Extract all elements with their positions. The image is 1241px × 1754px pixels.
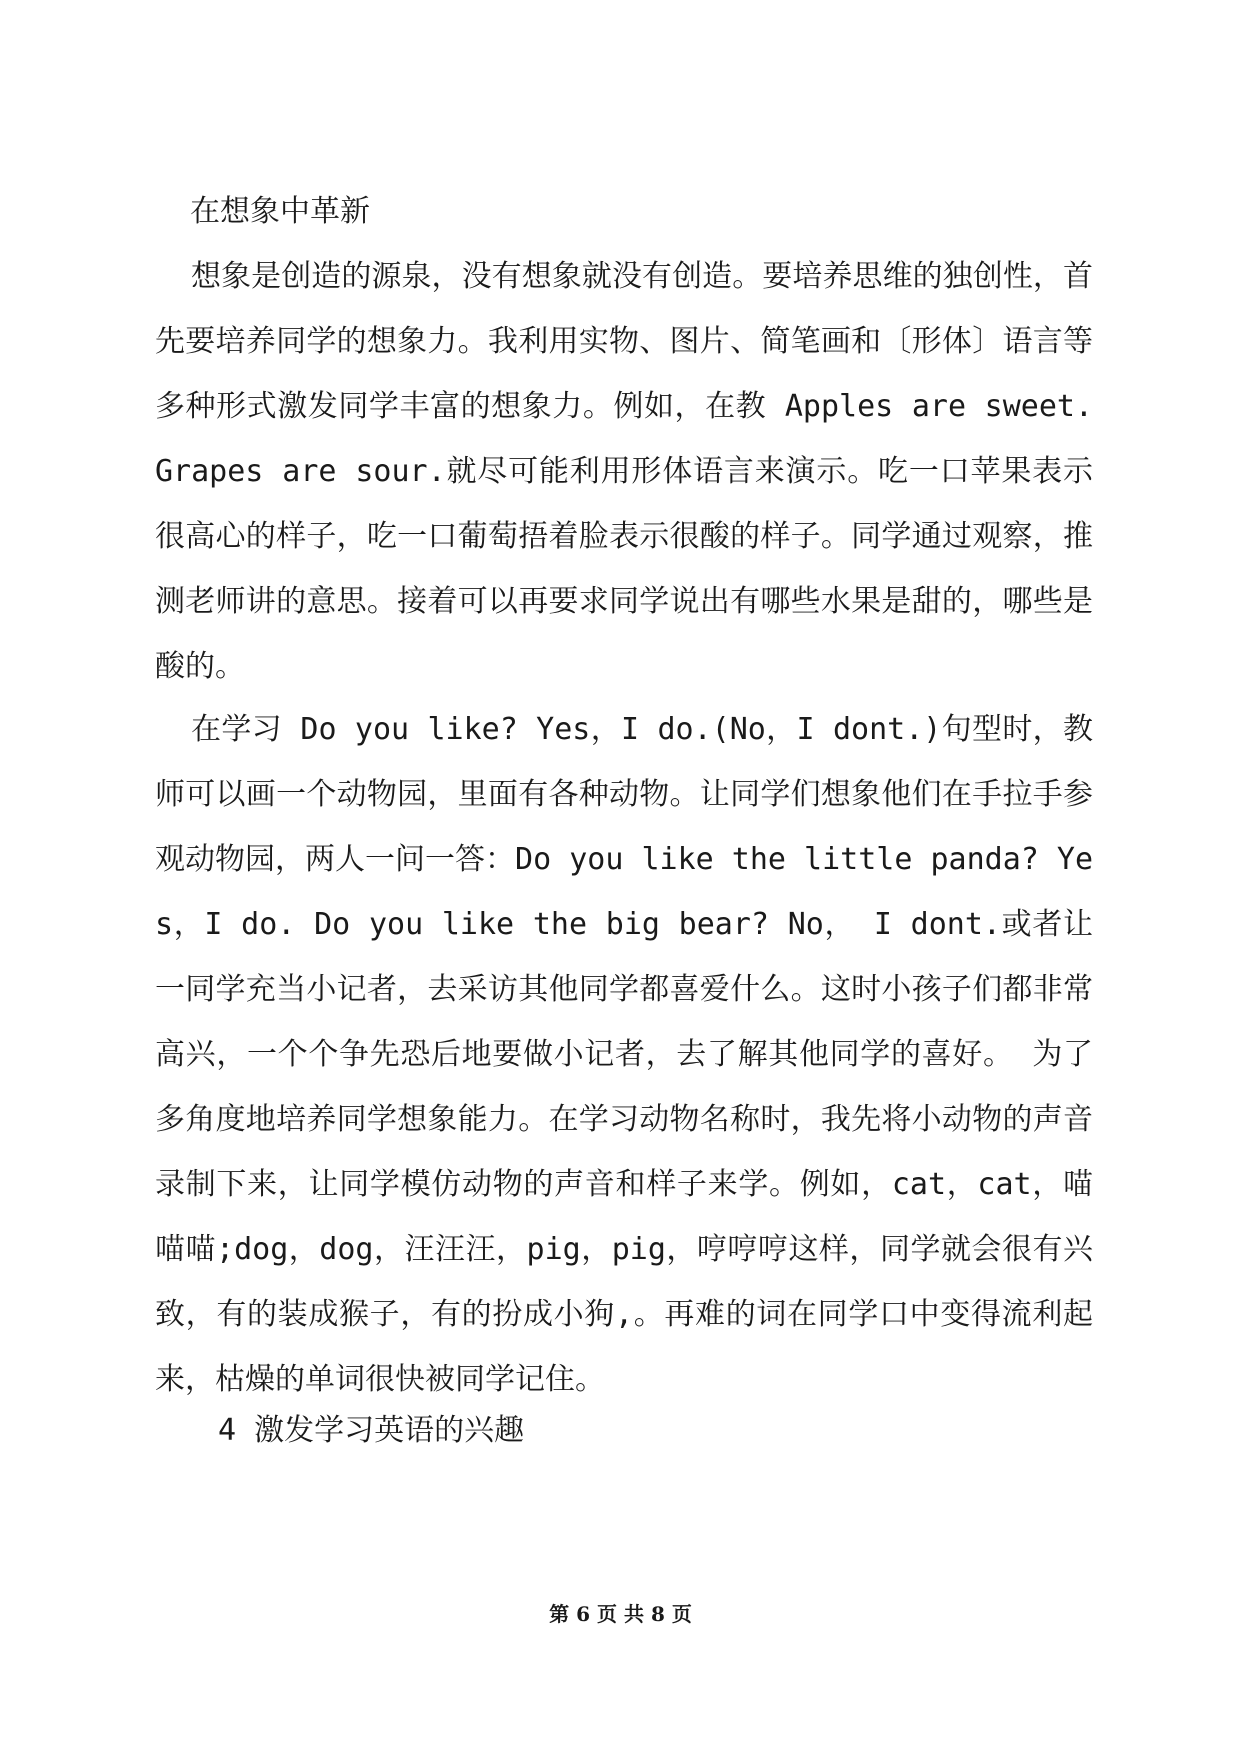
page-number-footer: 第 6 页 共 8 页 xyxy=(549,1602,692,1626)
next-section-heading: 4 激发学习英语的兴趣 xyxy=(218,1413,525,1448)
paragraph-zoo-example: 在学习 Do you like? Yes，I do.(No，I dont.)句型时，教师可以画一个动物园，里面有各种动物。让同学们想象他们在手拉手参观动物园，两人一问一答：Do you like the little panda? Yes，I do. Do you like the big bear? No， I dont.或者让一同学充当小记者，去采访其他同学都喜爱什么。这时小孩子们都非常高兴，一个个争先恐后地要做小记者，去了解其他同学的喜好。 为了多角度地培养同学想象能力。在学习动物名称时，我先将小动物的声音录制下来，让同学模仿动物的声音和样子来学。例如，cat，cat，喵喵喵;dog，dog，汪汪汪，pig，pig，哼哼哼这样，同学就会很有兴致，有的装成猴子，有的扮成小狗,。再难的词在同学口中变得流利起来，枯燥的单词很快被同学记住。 xyxy=(155,712,1093,1397)
section-heading: 在想象中革新 xyxy=(190,194,370,229)
paragraph-imagination: 想象是创造的源泉，没有想象就没有创造。要培养思维的独创性，首先要培养同学的想象力。我利用实物、图片、简笔画和〔形体〕语言等多种形式激发同学丰富的想象力。例如，在教 Apples are sweet. Grapes are sour.就尽可能利用形体语言来演示。吃一口苹果表示很高心的样子，吃一口葡萄捂着脸表示很酸的样子。同学通过观察，推测老师讲的意思。接着可以再要求同学说出有哪些水果是甜的，哪些是酸的。 xyxy=(155,259,1093,684)
